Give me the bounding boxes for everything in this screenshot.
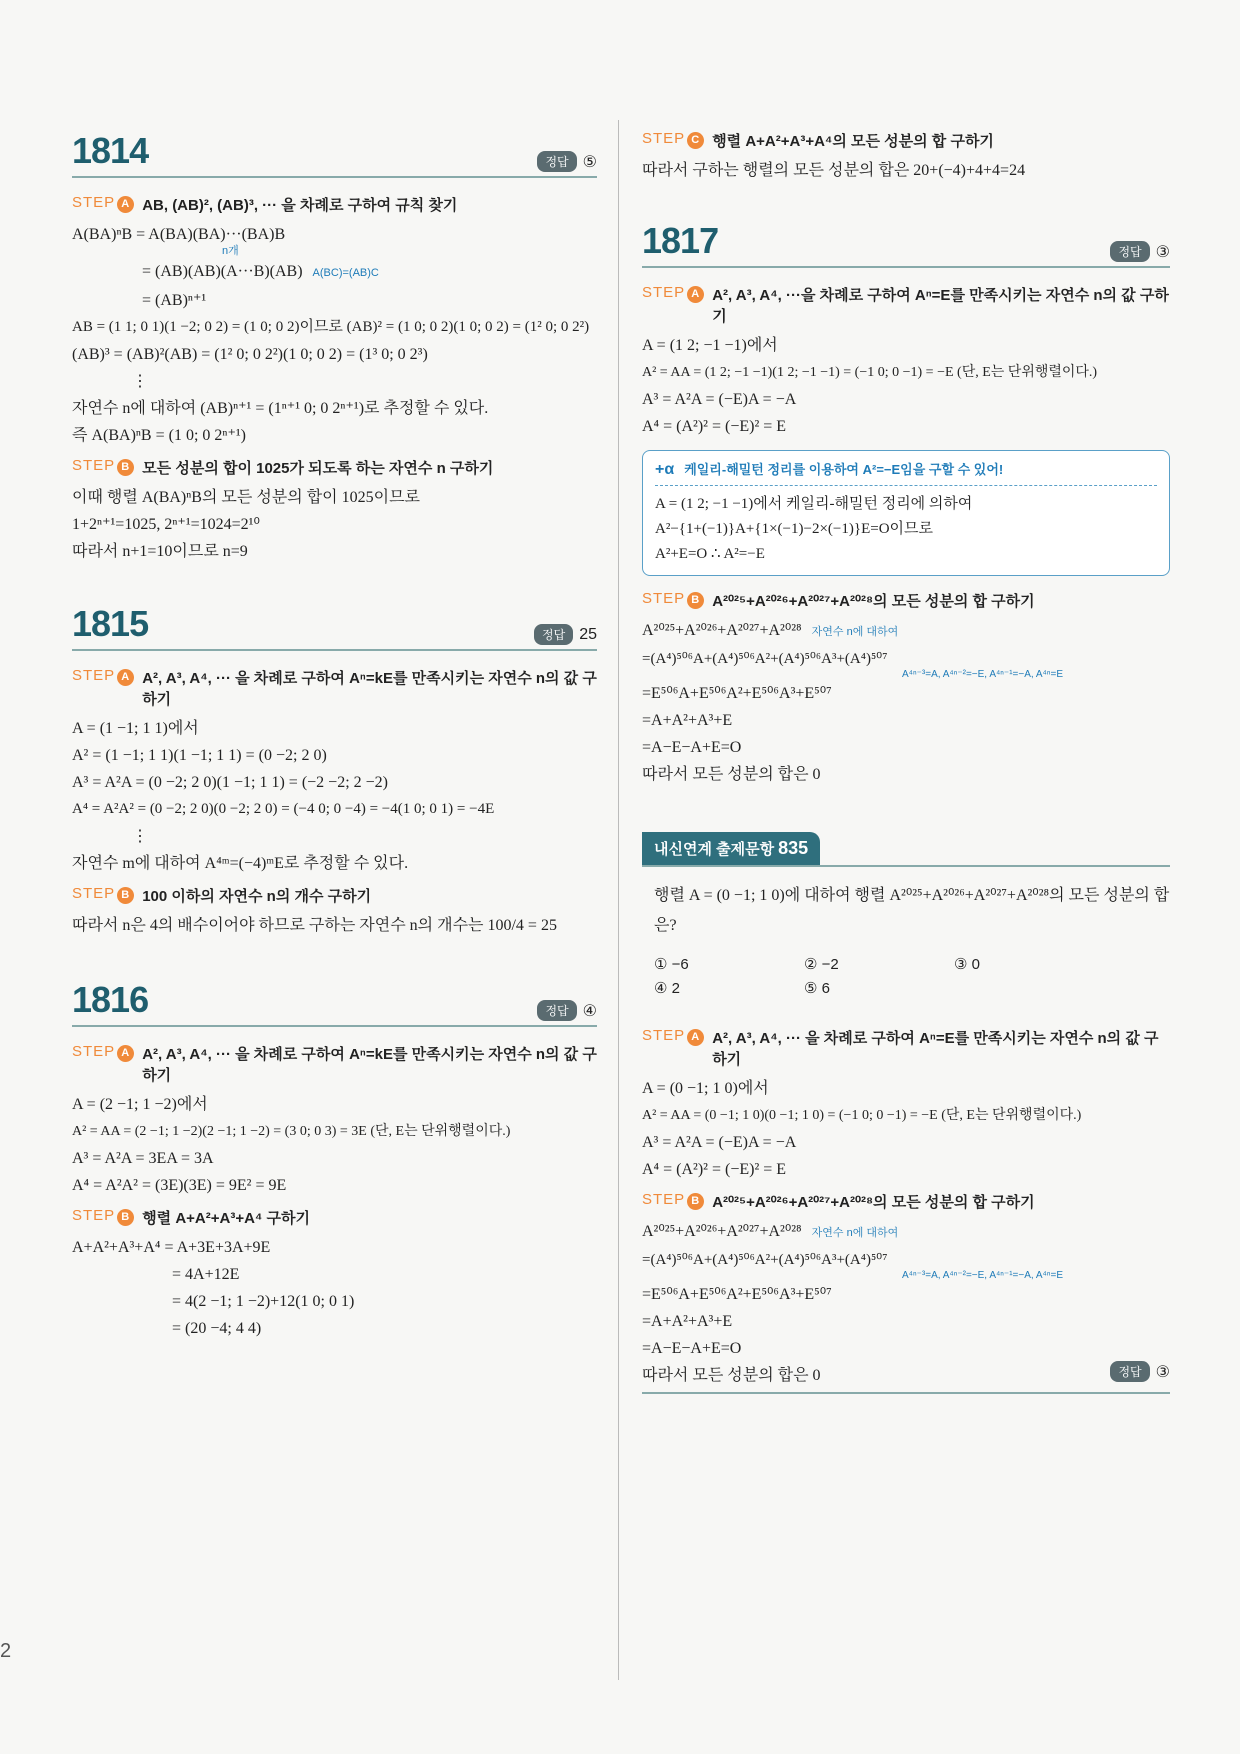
step-text: A²⁰²⁵+A²⁰²⁶+A²⁰²⁷+A²⁰²⁸의 모든 성분의 합 구하기 (712, 593, 1035, 610)
step-text: AB, (AB)², (AB)³, ··· 을 차례로 구하여 규칙 찾기 (142, 197, 458, 214)
answer (1110, 241, 1170, 262)
eq-line: 자연수 m에 대하여 A⁴ᵐ=(−4)ᵐE로 추정할 수 있다. (72, 855, 409, 872)
eq-line: =A−E−A+E=O (642, 1340, 742, 1357)
step-b (72, 885, 597, 906)
step-text: 행렬 A+A²+A³+A⁴의 모든 성분의 합 구하기 (712, 133, 994, 150)
column-divider (618, 120, 619, 1680)
eq-line: = (AB)(AB)(A···B)(AB) A(BC)=(AB)C (142, 263, 379, 280)
step-tag: STEP C (642, 130, 704, 149)
eq-line: =A+A²+A³+E (642, 1313, 733, 1330)
eq-line: =E⁵⁰⁶A+E⁵⁰⁶A²+E⁵⁰⁶A³+E⁵⁰⁷ (642, 1286, 832, 1303)
problem-835-solution (642, 1027, 1170, 1394)
banner-label: 내신연계 출제문항 835 (642, 832, 820, 865)
eq-line: A³ = A²A = (−E)A = −A (642, 1134, 797, 1151)
eq-line: = 4(2 −1; 1 −2)+12(1 0; 0 1) (172, 1293, 355, 1310)
problem-header (72, 603, 597, 651)
eq-line: A⁴ = A²A² = (0 −2; 2 0)(0 −2; 2 0) = (−4 0; 0 −4) = −4(1 0; 0 1) = −4E (72, 801, 495, 817)
sub-note: n개 (222, 245, 239, 257)
eq-line: =(A⁴)⁵⁰⁶A+(A⁴)⁵⁰⁶A²+(A⁴)⁵⁰⁶A³+(A⁴)⁵⁰⁷ (642, 651, 888, 667)
problem-header (642, 220, 1170, 268)
step-a (72, 194, 597, 215)
step-tag: STEP A (642, 284, 704, 303)
tip-line: A = (1 2; −1 −1)에서 케일리-해밀턴 정리에 의하여 (655, 496, 973, 512)
step-b (642, 1191, 1170, 1212)
answer-badge: 정답 (534, 624, 573, 645)
eq-line: 따라서 모든 성분의 합은 0 (642, 1367, 821, 1384)
problem-number: 1816 (72, 979, 149, 1020)
choice-3[interactable]: ③ 0 (954, 956, 980, 973)
step-text: A², A³, A⁴, ··· 을 차례로 구하여 Aⁿ=kE를 만족시키는 자연수 n의 값 구하기 (142, 1046, 597, 1084)
problem-number: 1817 (642, 220, 719, 261)
answer-badge: 정답 (537, 1000, 576, 1021)
step-tag: STEP B (72, 457, 134, 476)
right-column (642, 130, 1170, 1404)
section-end-line (642, 1392, 1170, 1394)
problem-number: 1815 (72, 603, 149, 644)
eq-line: 따라서 n은 4의 배수이어야 하므로 구하는 자연수 n의 개수는 100/4 = 25 (72, 917, 557, 934)
answer-value: ③ (1155, 1363, 1170, 1381)
answer-value: ④ (582, 1002, 597, 1020)
step-a (642, 284, 1170, 326)
step-tag: STEP A (72, 1043, 134, 1062)
eq-line: 따라서 n+1=10이므로 n=9 (72, 543, 248, 560)
eq-line: =E⁵⁰⁶A+E⁵⁰⁶A²+E⁵⁰⁶A³+E⁵⁰⁷ (642, 685, 832, 702)
problem-header (72, 130, 597, 178)
eq-line: A = (1 2; −1 −1)에서 (642, 337, 778, 354)
step-tag: STEP B (72, 1207, 134, 1226)
eq-line: 따라서 구하는 행렬의 모든 성분의 합은 20+(−4)+4+4=24 (642, 162, 1026, 179)
problem-header (72, 979, 597, 1027)
eq-line: A² = AA = (1 2; −1 −1)(1 2; −1 −1) = (−1 0; 0 −1) = −E (단, E는 단위행렬이다.) (642, 365, 1098, 380)
eq-line: A² = (1 −1; 1 1)(1 −1; 1 1) = (0 −2; 2 0) (72, 747, 327, 764)
answer-value: ⑤ (582, 153, 597, 171)
eq-line: ⋮ (132, 828, 148, 845)
step-a (72, 1043, 597, 1085)
answer (537, 1000, 597, 1021)
step-a (72, 667, 597, 709)
eq-line: =A−E−A+E=O (642, 739, 742, 756)
eq-line: A²⁰²⁵+A²⁰²⁶+A²⁰²⁷+A²⁰²⁸ 자연수 n에 대하여 (642, 622, 899, 639)
eq-line: A³ = A²A = (0 −2; 2 0)(1 −1; 1 1) = (−2 −2; 2 −2) (72, 774, 388, 791)
step-tag: STEP B (642, 1191, 704, 1210)
eq-line: =A+A²+A³+E (642, 712, 733, 729)
arrow-note: 자연수 n에 대하여 (811, 626, 899, 638)
step-tag: STEP A (642, 1027, 704, 1046)
eq-line: A² = AA = (0 −1; 1 0)(0 −1; 1 0) = (−1 0; 0 −1) = −E (단, E는 단위행렬이다.) (642, 1108, 1082, 1123)
related-problem-banner (642, 832, 1170, 867)
answer-badge: 정답 (1110, 1361, 1149, 1382)
problem-number: 1814 (72, 130, 149, 171)
eq-line: AB = (1 1; 0 1)(1 −2; 0 2) = (1 0; 0 2)이므로 (AB)² = (1 0; 0 2)(1 0; 0 2) = (1² 0; 0 2²) (72, 319, 590, 335)
arrow-note: A(BC)=(AB)C (312, 267, 379, 279)
eq-line: ⋮ (132, 373, 148, 390)
eq-line: A²⁰²⁵+A²⁰²⁶+A²⁰²⁷+A²⁰²⁸ 자연수 n에 대하여 (642, 1223, 899, 1240)
eq-line: A = (0 −1; 1 0)에서 (642, 1080, 769, 1097)
step-tag: STEP A (72, 194, 134, 213)
step-text: 100 이하의 자연수 n의 개수 구하기 (142, 888, 372, 905)
answer (537, 151, 597, 172)
choice-2[interactable]: ② −2 (804, 956, 839, 973)
answer-badge: 정답 (537, 151, 576, 172)
step-c (642, 130, 1170, 151)
step-tag: STEP A (72, 667, 134, 686)
step-text: A², A³, A⁴, ···을 차례로 구하여 Aⁿ=E를 만족시키는 자연수 n의 값 구하기 (712, 287, 1169, 325)
step-b (72, 457, 597, 478)
eq-line: (AB)³ = (AB)²(AB) = (1² 0; 0 2²)(1 0; 0 2) = (1³ 0; 0 2³) (72, 346, 428, 363)
eq-line: =(A⁴)⁵⁰⁶A+(A⁴)⁵⁰⁶A²+(A⁴)⁵⁰⁶A³+(A⁴)⁵⁰⁷ (642, 1252, 888, 1268)
power-note: A⁴ⁿ⁻³=A, A⁴ⁿ⁻²=−E, A⁴ⁿ⁻¹=−A, A⁴ⁿ=E (902, 1270, 1064, 1281)
problem-1815 (72, 603, 597, 939)
step-text: A², A³, A⁴, ··· 을 차례로 구하여 Aⁿ=E를 만족시키는 자연수 n의 값 구하기 (712, 1030, 1159, 1068)
page-number: 2 (0, 1640, 12, 1662)
step-tag: STEP B (642, 590, 704, 609)
eq-line: A⁴ = (A²)² = (−E)² = E (642, 418, 787, 435)
tip-box (642, 450, 1170, 576)
step-b (642, 590, 1170, 611)
step-text: A², A³, A⁴, ··· 을 차례로 구하여 Aⁿ=kE를 만족시키는 자연수 n의 값 구하기 (142, 670, 597, 708)
tip-title: +α 케일리-해밀턴 정리를 이용하여 A²=−E임을 구할 수 있어! (655, 459, 1157, 486)
eq-line: = (20 −4; 4 4) (172, 1320, 262, 1337)
eq-line: A = (1 −1; 1 1)에서 (72, 720, 199, 737)
eq-line: 자연수 n에 대하여 (AB)ⁿ⁺¹ = (1ⁿ⁺¹ 0; 0 2ⁿ⁺¹)로 추정할 수 있다. (72, 400, 489, 417)
eq-line: 이때 행렬 A(BA)ⁿB의 모든 성분의 합이 1025이므로 (72, 489, 420, 506)
power-note: A⁴ⁿ⁻³=A, A⁴ⁿ⁻²=−E, A⁴ⁿ⁻¹=−A, A⁴ⁿ=E (902, 669, 1064, 680)
answer-value: ③ (1155, 243, 1170, 261)
eq-line: A(BA)ⁿB = A(BA)(BA)···(BA)B (72, 226, 286, 243)
tip-line: A²+E=O ∴ A²=−E (655, 546, 765, 562)
step-a (642, 1027, 1170, 1069)
choice-5[interactable]: ⑤ 6 (804, 980, 830, 997)
answer (534, 624, 597, 645)
eq-line: A = (2 −1; 1 −2)에서 (72, 1096, 208, 1113)
question-text: 행렬 A = (0 −1; 1 0)에 대하여 행렬 A²⁰²⁵+A²⁰²⁶+A²⁰²⁷+A²⁰²⁸의 모든 성분의 합은? (654, 887, 1170, 934)
eq-line: A+A²+A³+A⁴ = A+3E+3A+9E (72, 1239, 271, 1256)
eq-line: A³ = A²A = (−E)A = −A (642, 391, 797, 408)
eq-line: A⁴ = (A²)² = (−E)² = E (642, 1161, 787, 1178)
eq-line: 즉 A(BA)ⁿB = (1 0; 0 2ⁿ⁺¹) (72, 427, 247, 444)
choice-1[interactable]: ① −6 (654, 956, 689, 973)
problem-1817 (642, 220, 1170, 788)
eq-line: = 4A+12E (172, 1266, 240, 1283)
step-text: 행렬 A+A²+A³+A⁴ 구하기 (142, 1210, 310, 1227)
eq-line: A³ = A²A = 3EA = 3A (72, 1150, 214, 1167)
left-column (72, 130, 597, 1352)
arrow-note: 자연수 n에 대하여 (811, 1227, 899, 1239)
eq-line: A² = AA = (2 −1; 1 −2)(2 −1; 1 −2) = (3 0; 0 3) = 3E (단, E는 단위행렬이다.) (72, 1124, 511, 1139)
eq-line: A⁴ = A²A² = (3E)(3E) = 9E² = 9E (72, 1177, 287, 1194)
step-text: A²⁰²⁵+A²⁰²⁶+A²⁰²⁷+A²⁰²⁸의 모든 성분의 합 구하기 (712, 1194, 1035, 1211)
choice-4[interactable]: ④ 2 (654, 980, 680, 997)
answer-badge: 정답 (1110, 241, 1149, 262)
tip-line: A²−{1+(−1)}A+{1×(−1)−2×(−1)}E=O이므로 (655, 521, 933, 537)
step-text: 모든 성분의 합이 1025가 되도록 하는 자연수 n 구하기 (142, 460, 494, 477)
answer (1110, 1361, 1170, 1382)
problem-1816 (72, 979, 597, 1342)
step-tag: STEP B (72, 885, 134, 904)
step-b (72, 1207, 597, 1228)
problem-1816-continued (642, 130, 1170, 184)
eq-line: 따라서 모든 성분의 합은 0 (642, 766, 821, 783)
plus-alpha-icon: +α (655, 461, 675, 478)
answer-value: 25 (579, 625, 597, 643)
eq-line: 1+2ⁿ⁺¹=1025, 2ⁿ⁺¹=1024=2¹⁰ (72, 516, 260, 533)
answer-choices (654, 955, 1170, 997)
problem-1814 (72, 130, 597, 565)
eq-line: = (AB)ⁿ⁺¹ (142, 292, 207, 309)
